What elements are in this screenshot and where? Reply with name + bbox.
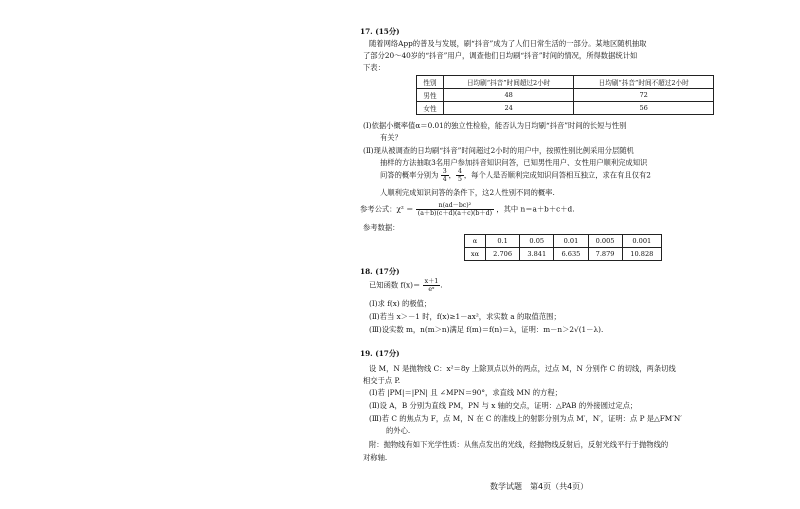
table-row — [465, 235, 662, 248]
q17-data-table — [416, 75, 714, 115]
table-cell: 48 — [444, 89, 574, 102]
table-header-cell: 日均刷“抖音”时间不超过2小时 — [574, 76, 714, 89]
fraction-numerator: 4 — [457, 168, 462, 175]
fraction — [441, 168, 449, 183]
table-cell: 0.001 — [622, 235, 661, 248]
q17-part2-line1: (Ⅱ)现从被调查的日均刷“抖音”时间超过2小时的用户中，按照性别比例采用分层随机 — [363, 146, 634, 155]
table-row — [417, 89, 714, 102]
table-header-row — [417, 76, 714, 89]
q19-note-line1: 附：抛物线有如下光学性质：从焦点发出的光线，经抛物线反射后，反射光线平行于抛物线的 — [369, 440, 669, 449]
table-row — [417, 102, 714, 115]
table-cell: 24 — [444, 102, 574, 115]
q17-intro-line3: 下表： — [363, 63, 385, 72]
table-cell: 2.706 — [486, 248, 520, 261]
q17-title: 17. (15分) — [360, 27, 400, 36]
table-cell: 7.879 — [588, 248, 622, 261]
q17-intro-line2: 了部分20～40岁的“抖音”用户，调查他们日均刷“抖音”时间的情况，所得数据统计如 — [363, 51, 638, 60]
fraction — [423, 278, 441, 293]
table-cell: xα — [465, 248, 486, 261]
q17-reference-table — [464, 234, 662, 261]
page-footer: 数学试题 第4页（共4页） — [490, 482, 589, 491]
exam-page — [360, 18, 720, 498]
q17-part2-line2: 抽样的方法抽取3名用户参加抖音知识问答，已知男性用户、女性用户顺利完成知识 — [380, 158, 648, 167]
fraction-numerator: 3 — [442, 168, 447, 175]
q19-note-line2: 对称轴. — [363, 453, 388, 462]
fraction-denominator: (a＋b)(c＋d)(a＋c)(b＋d) — [417, 210, 492, 217]
table-header-cell: 性别 — [417, 76, 444, 89]
q17-part2-line3-pre: 问答的概率分别为 — [380, 170, 439, 180]
q18-part1: (Ⅰ)求 f(x) 的极值； — [369, 299, 432, 308]
q19-part2: (Ⅱ)设 A，B 分别为直线 PM，PN 与 x 轴的交点，证明：△PAB 的外接圆过定点； — [369, 401, 638, 410]
q17-part1-line1: (Ⅰ)依据小概率值α＝0.01的独立性检验，能否认为日均刷“抖音”时间的长短与性别 — [363, 121, 627, 130]
q17-ref-label: 参考数据： — [363, 223, 400, 232]
q17-part1-line2: 有关？ — [380, 133, 402, 142]
q17-part2-line3-post: ，每个人是否顺利完成知识问答相互独立，求在有且仅有2 — [463, 170, 651, 180]
table-cell: 56 — [574, 102, 714, 115]
q19-part3-line1: (Ⅲ)若 C 的焦点为 F，点 M，N 在 C 的准线上的射影分别为点 M′，N′，证明：点 P 是△FM′N′ — [369, 414, 682, 423]
q18-given — [369, 278, 443, 293]
table-cell: 3.841 — [520, 248, 554, 261]
q18-part2: (Ⅱ)若当 x＞－1 时，f(x)≥1－ax²，求实数 a 的取值范围； — [369, 312, 561, 321]
q17-part2-line3: 问答的概率分别为 $\frac{3}{4}$ ， $\frac{4}{5}$ ，每个人是否顺利完成知识问答相互独立，求在有且仅有2 — [380, 168, 651, 183]
table-cell: 0.005 — [588, 235, 622, 248]
table-cell: α — [465, 235, 486, 248]
table-cell: 0.01 — [554, 235, 588, 248]
q19-line1: 设 M，N 是抛物线 C：x²＝8y 上除顶点以外的两点，过点 M，N 分别作 C 的切线，两条切线 — [369, 364, 676, 373]
table-cell: 10.828 — [622, 248, 661, 261]
table-row — [465, 248, 662, 261]
table-cell: 72 — [574, 89, 714, 102]
table-cell: 女性 — [417, 102, 444, 115]
fraction — [456, 168, 464, 183]
fraction-denominator: 4 — [442, 176, 447, 183]
q18-part3: (Ⅲ)设实数 m，n(m＞n)满足 f(m)＝f(n)＝λ，证明：m－n＞2√(1－λ). — [369, 325, 604, 334]
q17-intro-line1: 随着网络App的普及与发展，刷“抖音”成为了人们日常生活的一部分。某地区随机抽取 — [369, 39, 647, 48]
q19-part1: (Ⅰ)若 |PM|＝|PN| 且 ∠MPN＝90°，求直线 MN 的方程； — [369, 388, 562, 397]
fraction-denominator: 5 — [457, 176, 462, 183]
formula-fraction — [416, 202, 494, 217]
q18-given-pre: 已知函数 f(x)＝ — [369, 280, 421, 290]
table-cell: 6.635 — [554, 248, 588, 261]
table-header-cell: 日均刷“抖音”时间超过2小时 — [444, 76, 574, 89]
q19-line2: 相交于点 P. — [363, 376, 401, 385]
fraction-numerator: x＋1 — [424, 278, 439, 285]
q19-title: 19. (17分) — [360, 349, 400, 358]
table-cell: 0.1 — [486, 235, 520, 248]
formula-tail: ，其中 n＝a＋b＋c＋d. — [496, 204, 575, 214]
q17-part2-line4: 人顺利完成知识问答的条件下，这2人性别不同的概率. — [380, 188, 555, 197]
formula-label: 参考公式：χ² ＝ — [360, 204, 414, 214]
fraction-numerator: n(ad－bc)² — [416, 202, 494, 210]
table-cell: 0.05 — [520, 235, 554, 248]
table-cell: 男性 — [417, 89, 444, 102]
fraction-denominator: eˣ — [428, 286, 435, 293]
q18-title: 18. (17分) — [360, 267, 400, 276]
q19-part3-line2: 的外心. — [386, 426, 411, 435]
q17-formula — [360, 202, 575, 217]
q18-given-post: . — [440, 280, 443, 290]
